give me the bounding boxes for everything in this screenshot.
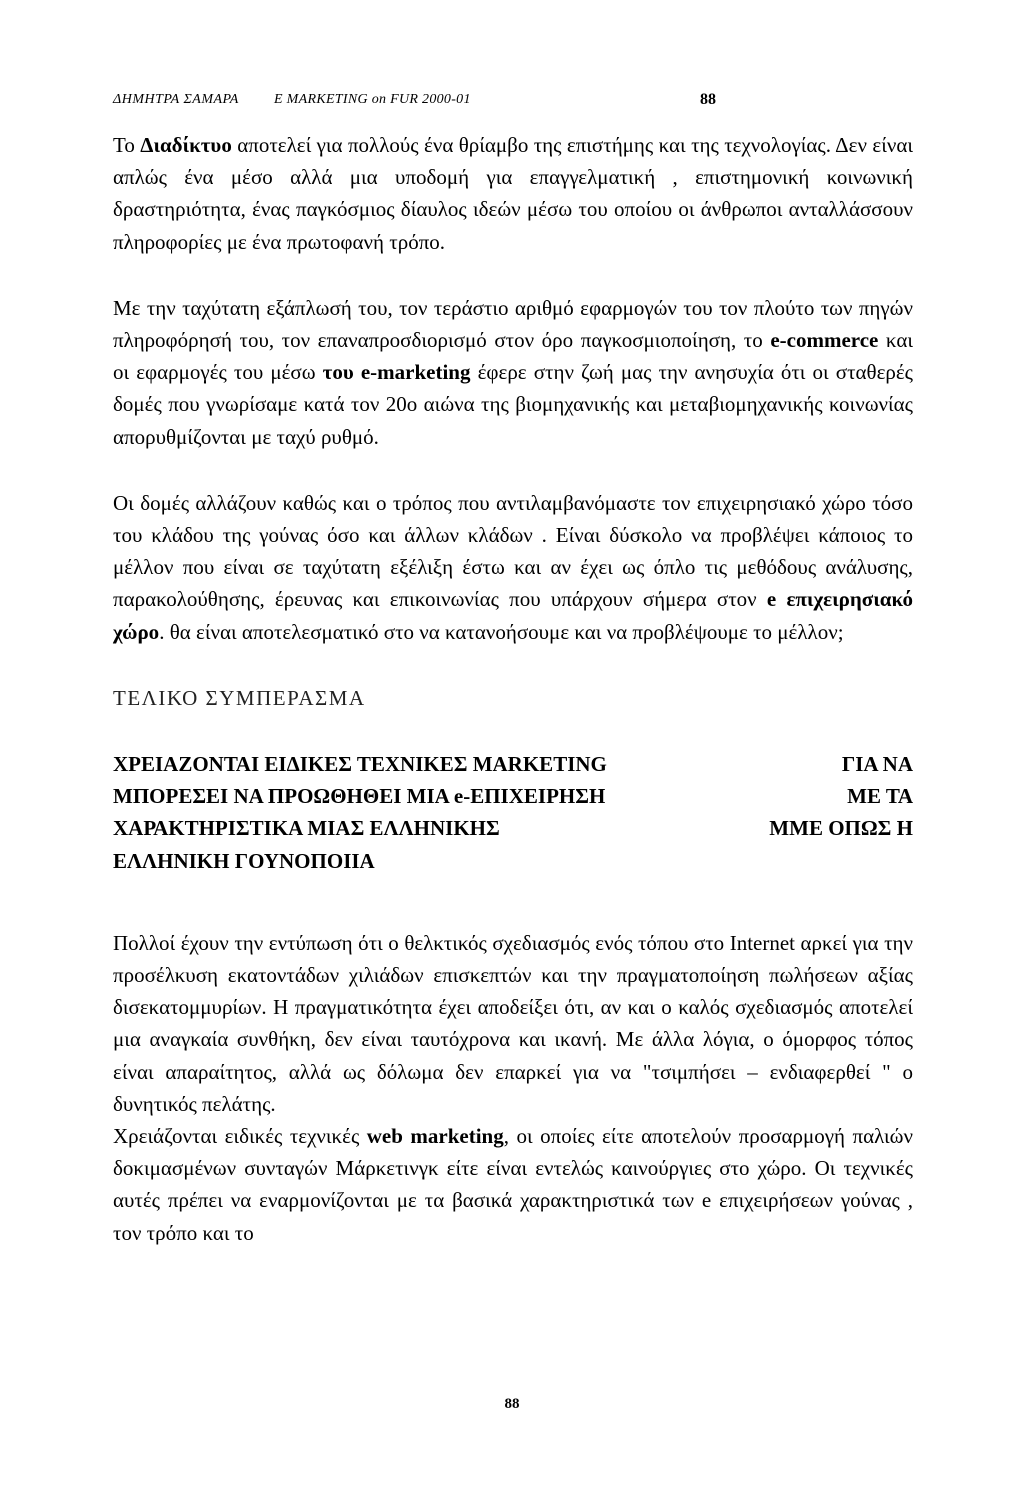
conclusion-line xyxy=(113,812,913,844)
bold-text: του e-marketing xyxy=(322,360,471,385)
text-segment: . θα είναι αποτελεσματικό στο να κατανοήσουμε και να προβλέψουμε το μέλλον; xyxy=(159,619,844,644)
paragraph xyxy=(113,1120,913,1249)
text-segment: αποτελεί για πολλούς ένα θρίαμβο της επιστήμης και της τεχνολογίας. Δεν είναι απλώς ένα μέσο αλλά μια υποδομή για επαγγελματική , επιστημονική κοινωνική δραστηριότητα, ένας παγκόσμιος δίαυλος ιδεών μέσω του οποίου οι άνθρωποι ανταλλάσσουν πληροφορίες με ένα πρωτοφανή τρόπο. xyxy=(113,133,913,254)
paragraph xyxy=(113,927,913,1120)
paragraph xyxy=(113,129,913,258)
header-page-number: 88 xyxy=(700,91,716,108)
conclusion-text: ΜΠΟΡΕΣΕΙ ΝΑ ΠΡΟΩΘΗΘΕΙ ΜΙΑ e-ΕΠΙΧΕΙΡΗΣΗ xyxy=(113,784,606,809)
text-segment: έφερε στην ζωή μας την ανησυχία ότι οι σταθερές δομές που γνωρίσαμε κατά τον 20ο αιώνα της βιομηχανικής και μεταβιομηχανικής κοινωνίας απορυθμίζονται με ταχύ ρυθμό. xyxy=(113,360,913,449)
text-segment: Πολλοί έχουν την εντύπωση ότι ο θελκτικός σχεδιασμός ενός τόπου στο Internet αρκεί για την προσέλκυση εκατοντάδων χιλιάδων επισκεπτών και την πραγματοποίηση πωλήσεων αξίας δισεκατομμυρίων. Η πραγματικότητα έχει αποδείξει ότι, αν και ο καλός σχεδιασμός αποτελεί μια αναγκαία συνθήκη, δεν είναι ταυτόχρονα και ικανή. Με άλλα λόγια, ο όμορφος τόπος είναι απαραίτητος, αλλά ως δόλωμα δεν επαρκεί για να "τσιμπήσει – ενδιαφερθεί " ο δυνητικός πελάτης. xyxy=(113,930,913,1116)
text-segment: Το xyxy=(113,133,141,157)
conclusion-text: ΜΕ ΤΑ xyxy=(847,784,913,809)
bold-text: e επιχειρησιακό χώρο xyxy=(113,587,914,644)
conclusion-text: ΧΑΡΑΚΤΗΡΙΣΤΙΚΑ ΜΙΑΣ ΕΛΛΗΝΙΚΗΣ xyxy=(113,816,500,841)
conclusion-line xyxy=(113,780,913,812)
conclusion-text: ΧΡΕΙΑΖΟΝΤΑΙ ΕΙΔΙΚΕΣ ΤΕΧΝΙΚΕΣ MARKETING xyxy=(113,752,607,777)
conclusion-text: ΜΜΕ ΟΠΩΣ Η xyxy=(769,816,913,841)
document-body xyxy=(113,129,913,1249)
text-segment: , οι οποίες είτε αποτελούν προσαρμογή παλιών δοκιμασμένων συνταγών Μάρκετινγκ είτε είναι εντελώς καινούργιες στο χώρο. Οι τεχνικές αυτές πρέπει να εναρμονίζονται με τα βασικά χαρακτηριστικά των e επιχειρήσεων γούνας , τον τρόπο και το xyxy=(113,1124,913,1245)
header-title: E MARKETING on FUR 2000-01 xyxy=(274,92,471,107)
conclusion-text: ΓΙΑ ΝΑ xyxy=(841,752,913,777)
header-author: ΔΗΜΗΤΡΑ ΣΑΜΑΡΑ xyxy=(113,92,239,107)
conclusion-line xyxy=(113,845,913,877)
page-header xyxy=(113,92,913,114)
footer-page-number: 88 xyxy=(504,1396,520,1412)
conclusion-statement xyxy=(113,748,913,877)
text-segment: Με την ταχύτατη εξάπλωσή του, τον τεράστιο αριθμό εφαρμογών του τον πλούτο των πηγών πληροφόρησή του, τον επαναπροσδιορισμό στον όρο παγκοσμιοποίηση, το xyxy=(113,295,913,353)
conclusion-text: ΕΛΛΗΝΙΚΗ ΓΟΥΝΟΠΟΙΙΑ xyxy=(113,848,375,873)
bold-text: web marketing xyxy=(366,1124,504,1149)
conclusion-line xyxy=(113,748,913,780)
paragraph xyxy=(113,292,913,453)
text-segment: Χρειάζονται ειδικές τεχνικές xyxy=(113,1124,367,1149)
bold-text: e-commerce xyxy=(770,328,879,353)
section-heading: ΤΕΛΙΚΟ ΣΥΜΠΕΡΑΣΜΑ xyxy=(113,685,366,710)
text-segment: Οι δομές αλλάζουν καθώς και ο τρόπος που αντιλαμβανόμαστε τον επιχειρησιακό χώρο τόσο του κλάδου της γούνας όσο και άλλων κλάδων . Είναι δύσκολο να προβλέψει κάποιος το μέλλον που είναι σε ταχύτατη εξέλιξη έστω και αν έχει ως όπλο τις μεθόδους ανάλυσης, παρακολούθησης, έρευνας και επικοινωνίας που υπάρχουν σήμερα στον xyxy=(113,490,913,612)
text-segment: και οι εφαρμογές του μέσω xyxy=(113,328,913,385)
bold-text: Διαδίκτυο xyxy=(140,133,232,157)
paragraph xyxy=(113,487,913,648)
